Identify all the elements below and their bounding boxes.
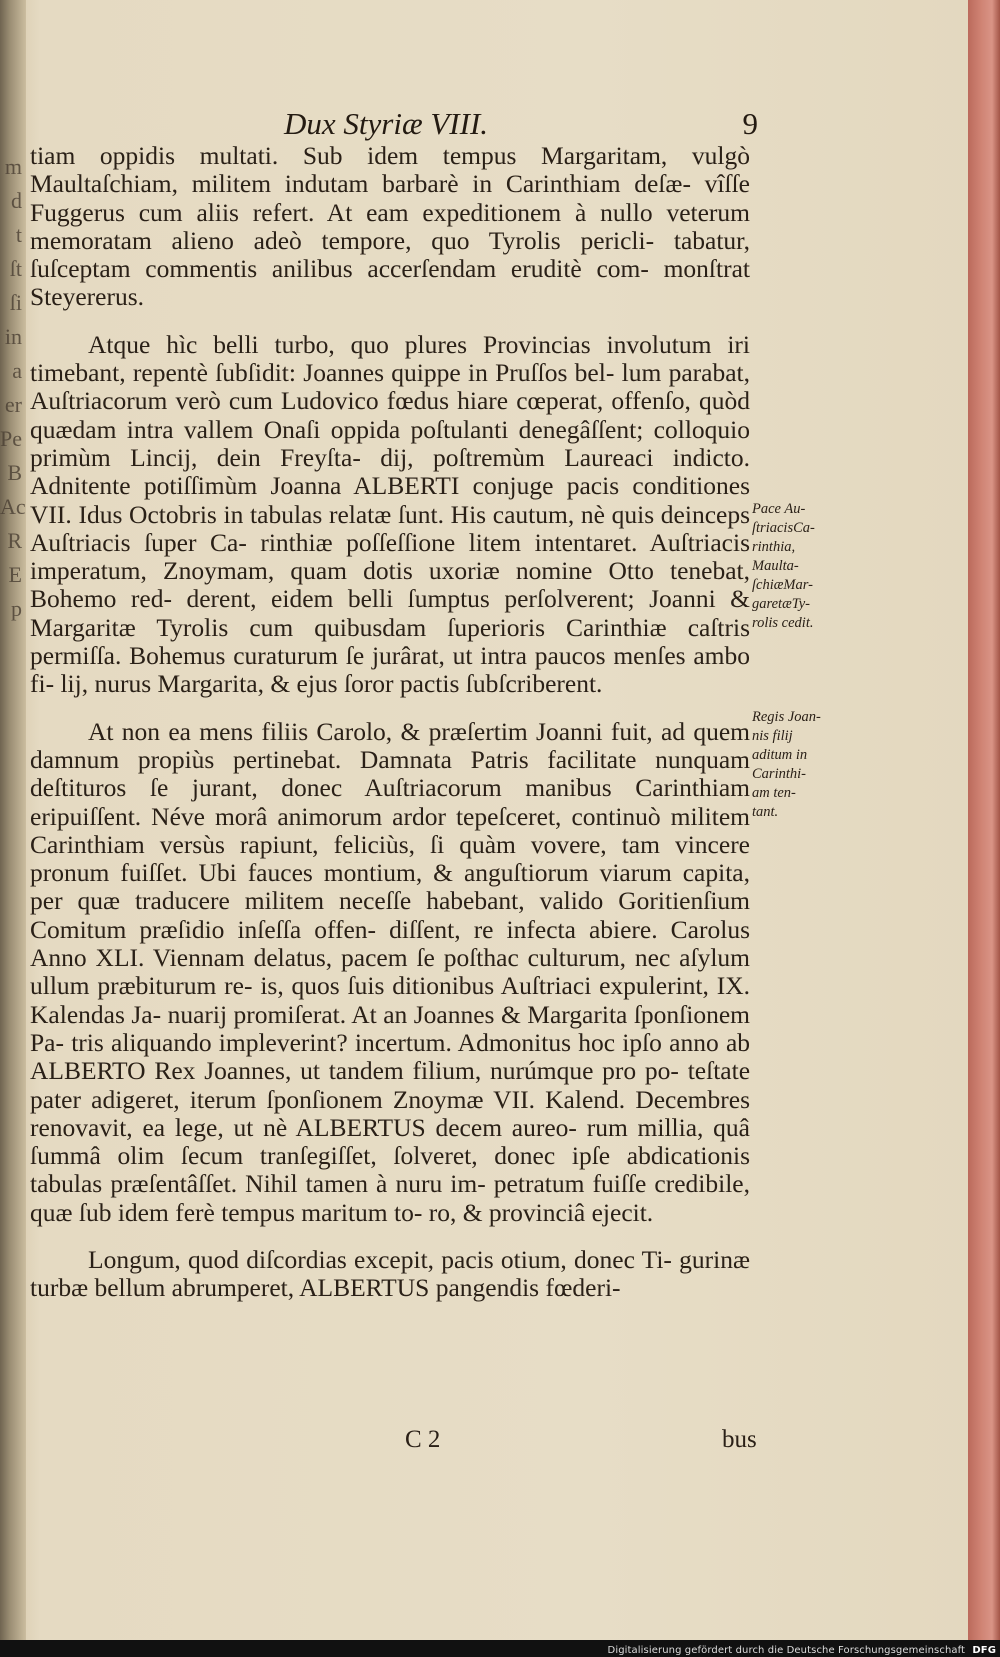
dfg-logo: DFG — [972, 1645, 996, 1656]
binding-gutter — [0, 0, 26, 1640]
text-line: monſtrat Steyererus. — [30, 254, 750, 312]
text-line: Bohemus curaturum ſe jurârat, ut intra paucos menſes ambo fi- — [30, 641, 751, 699]
text-line: vovere, tam vincere pronum fuiſſet. Ubi fauces montium, & — [30, 829, 750, 888]
text-line: diſſent, re infecta abiere. Carolus Anno XLI. Viennam delatus, — [30, 914, 750, 973]
gutter-fragment: ſt — [9, 256, 22, 281]
text-line: habebant, valido Goritienſium Comitum præſidio inſeſſa offen- — [30, 886, 750, 944]
marginal-line: rinthia, — [752, 539, 796, 555]
text-line: lij, nurus Margarita, & ejus ſoror pactis ſubſcriberent. — [60, 669, 603, 699]
text-line: anguſtiorum viarum capita, per quæ traducere militem neceſſe — [30, 858, 750, 916]
gutter-fragment: R — [7, 528, 22, 553]
credit-text: Digitalisierung gefördert durch die Deutsche Forschungsgemeinschaft — [607, 1645, 966, 1656]
text-line: cœperat, offenſo, quòd quædam intra vallem Onaſi oppida — [30, 386, 751, 444]
text-line: veterum memoratam alieno adeò tempore, quo Tyrolis pericli- — [30, 197, 750, 255]
signature-mark: C 2 — [405, 1426, 441, 1453]
text-line: ipſe abdicationis tabulas præſentâſſet. Nihil tamen à nuru im- — [30, 1141, 750, 1199]
marginal-line: rolis cedit. — [752, 615, 814, 631]
text-line: ab ALBERTO Rex Joannes, ut tandem filium, nurúmque pro po- — [30, 1027, 751, 1086]
text-line: teſtate pater adigeret, iterum ſponſionem Znoymæ VII. Kalend. — [30, 1056, 751, 1114]
marginal-line: am ten- — [752, 785, 796, 801]
funding-credit — [608, 1645, 996, 1656]
gutter-fragment: ſi — [9, 290, 22, 315]
gutter-fragment: E — [8, 562, 22, 587]
text-line: gurinæ turbæ bellum abrumperet, ALBERTUS pangendis fœderi- — [30, 1244, 751, 1303]
marginal-note-sons — [752, 708, 840, 822]
text-line: rinthiæ poſſeſſione litem intentaret. Auſtriacis imperatum, — [30, 527, 750, 586]
marginal-line: tant. — [752, 804, 779, 820]
marginal-line: ſchiæMar- — [752, 577, 813, 593]
gutter-fragment: Ac — [0, 494, 26, 519]
running-title: Dux Styriæ VIII. — [284, 106, 489, 141]
text-line: Carinthiam eripuiſſent. Néve morâ animorum ardor tepeſceret, — [30, 773, 751, 831]
text-line: derent, eidem belli ſumptus perſolverent; Joanni & Margaritæ — [30, 584, 751, 642]
text-line: dij, poſtremùm Laureaci indicto. Adnitente potiſſimùm Joanna — [30, 442, 751, 501]
paragraph-1 — [30, 142, 750, 312]
marginal-line: nis filij — [752, 728, 793, 744]
text-line: Tyrolis cum quibusdam ſuperioris Carinthiæ caſtris permiſſa. — [30, 612, 750, 671]
gutter-fragment: er — [4, 392, 22, 417]
marginal-line: Pace Au- — [752, 501, 806, 517]
paragraph-4 — [30, 1246, 750, 1303]
text-line: ALBERTI conjuge pacis conditiones VII. Idus Octobris in tabulas — [30, 471, 750, 529]
marginal-line: Maulta- — [752, 558, 799, 574]
text-line: nuarij promiſerat. At an Joannes & Margarita ſponſionem Pa- — [30, 999, 750, 1057]
paragraph-2 — [30, 331, 750, 699]
text-line: Decembres renovavit, ea lege, ut nè ALBERTUS decem aureo- — [30, 1084, 751, 1142]
text-line: Longum, quod diſcordias excepit, pacis otium, donec Ti- — [88, 1244, 672, 1274]
text-line: petratum fuiſſe credibile, quæ ſub idem ferè tempus maritum to- — [30, 1169, 750, 1227]
text-line: pacem ſe poſthac culturum, nec aſylum ullum præbiturum re- — [30, 943, 750, 1001]
text-line: tabatur, ſuſceptam commentis anilibus accerſendam eruditè com- — [30, 225, 751, 284]
text-line: poſtulanti denegâſſent; colloquio primùm Lincij, dein Freyſta- — [30, 414, 750, 472]
marginal-line: Carinthi- — [752, 766, 806, 782]
text-line: At non ea mens filiis Carolo, & præſertim Joanni fuit, ad — [88, 716, 686, 746]
text-line: is, quos ſuis ditionibus Auſtriaci expulerint, IX. Kalendas Ja- — [30, 971, 750, 1029]
marginal-line: aditum in — [752, 747, 808, 763]
body-text — [30, 142, 750, 1303]
text-line: continuò militem Carinthiam versùs rapiunt, feliciùs, ſi quàm — [30, 801, 750, 859]
marginal-line: ſtriacisCa- — [752, 520, 815, 536]
text-line: relatæ ſunt. His cautum, nè quis deinceps Auſtriacis ſuper Ca- — [30, 499, 751, 557]
gutter-fragment: t — [15, 222, 22, 247]
paragraph-3 — [30, 718, 750, 1227]
text-line: Znoymam, quam dotis uxoriæ nomine Otto tenebat, Bohemo red- — [30, 556, 751, 614]
text-line: tris aliquando impleverint? incertum. Admonitus hoc ipſo anno — [71, 1027, 719, 1057]
text-line: rum millia, quâ ſummâ olim ſecum tranſegiſſet, ſolveret, donec — [30, 1112, 751, 1171]
marginal-note-peace — [752, 500, 840, 633]
gutter-fragment: in — [4, 324, 22, 349]
catchword: bus — [722, 1426, 757, 1453]
gutter-fragment: B — [7, 460, 22, 485]
gutter-fragment: Pe — [0, 426, 22, 451]
text-line: nunquam deſtituros ſe jurant, donec Auſtriacorum manibus — [30, 744, 751, 803]
gutter-fragment: m — [4, 154, 22, 179]
page-fore-edge — [968, 0, 1000, 1640]
page-number: 9 — [742, 106, 758, 141]
text-line: lum parabat, Auſtriacorum verò cum Ludovico fœdus hiare — [30, 358, 750, 416]
gutter-fragment: d — [11, 188, 22, 213]
marginal-line: garetæTy- — [752, 596, 810, 612]
text-line: vîſſe Fuggerus cum aliis refert. At eam expeditionem à nullo — [30, 169, 750, 227]
text-line: tiam oppidis multati. Sub idem tempus Margaritam, vulgò — [30, 141, 750, 170]
text-line: Atque hìc belli turbo, quo plures Provincias involutum — [88, 329, 712, 359]
gutter-fragment: p — [11, 596, 22, 621]
text-line: quem damnum propiùs pertinebat. Damnata Patris facilitate — [30, 716, 750, 774]
marginal-line: Regis Joan- — [752, 709, 821, 725]
gutter-fragment: a — [12, 358, 22, 383]
digitization-footer — [0, 1640, 1000, 1657]
text-line: ro, & provinciâ ejecit. — [428, 1197, 654, 1227]
text-line: Maultaſchiam, militem indutam barbarè in Carinthiam deſæ- — [30, 169, 691, 199]
page-header — [28, 102, 758, 142]
facing-page-edge-text — [0, 150, 26, 626]
text-line: iri timebant, repentè ſubſidit: Joannes quippe in Pruſſos bel- — [30, 329, 751, 388]
